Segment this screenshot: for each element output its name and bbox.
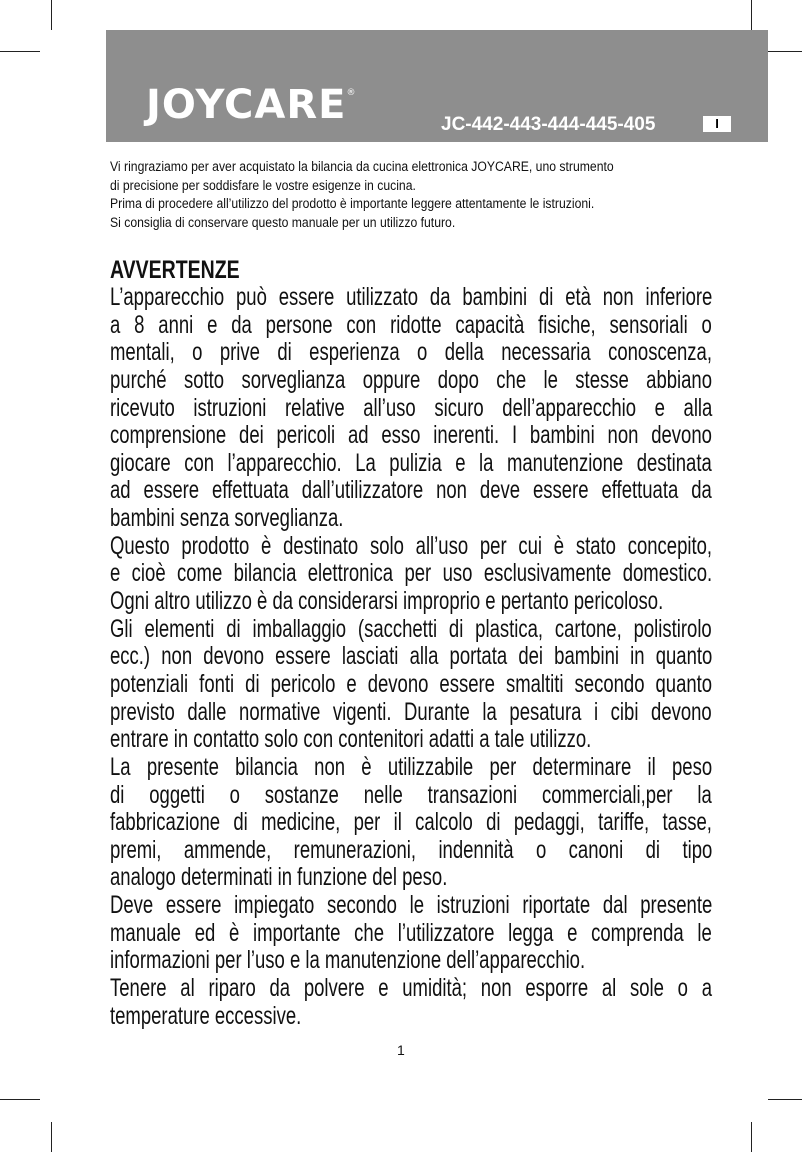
line-text: e cioè come bilancia elettronica per uso esclusivamente domestico.: [110, 559, 713, 588]
line-text: temperature eccessive.: [110, 1001, 302, 1030]
crop-mark: [751, 0, 752, 30]
paragraph-line: [110, 837, 712, 865]
line-text: La presente bilancia non è utilizzabile per determinare il peso: [110, 752, 713, 781]
line-text: bambini senza sorveglianza.: [110, 504, 344, 533]
line-text: ad essere effettuata dall’utilizzatore non deve essere effettuata da: [110, 476, 712, 505]
paragraph-line: [110, 864, 712, 892]
line-text: previsto dalle normative vigenti. Durante la pesatura i cibi devono: [110, 697, 712, 726]
paragraph-line: [110, 920, 712, 948]
paragraph-line: [110, 450, 712, 478]
intro-line: di precisione per soddisfare le vostre esigenze in cucina.: [110, 177, 416, 194]
paragraph-line: [110, 422, 712, 450]
header-banner: [106, 30, 768, 142]
line-text: Tenere al riparo da polvere e umidità; non esporre al sole o a: [110, 974, 713, 1003]
line-text: entrare in contatto solo con contenitori adatti a tale utilizzo.: [110, 725, 592, 754]
crop-mark: [768, 51, 802, 52]
crop-mark: [768, 1099, 802, 1100]
line-text: analogo determinati in funzione del peso.: [110, 863, 448, 892]
line-text: ecc.) non devono essere lasciati alla portata dei bambini in quanto: [110, 642, 713, 671]
intro-line: Si consiglia di conservare questo manuale per un utilizzo futuro.: [110, 214, 456, 231]
paragraph-line: [110, 1003, 712, 1031]
line-text: Gli elementi di imballaggio (sacchetti di plastica, cartone, polistirolo: [110, 614, 712, 643]
paragraph-line: [110, 284, 712, 312]
paragraph-line: [110, 395, 712, 423]
line-text: informazioni per l’uso e la manutenzione dell’apparecchio.: [110, 946, 586, 975]
intro-line: Vi ringraziamo per aver acquistato la bilancia da cucina elettronica JOYCARE, uno strumento: [110, 159, 614, 175]
paragraph-line: [110, 339, 712, 367]
crop-mark: [751, 1122, 752, 1152]
paragraph-line: [110, 754, 712, 782]
brand-logo: JOYCARE®: [146, 82, 357, 128]
crop-mark: [0, 1099, 40, 1100]
paragraph-line: [110, 367, 712, 395]
section-title: AVVERTENZE: [110, 256, 240, 284]
crop-mark: [51, 1122, 52, 1152]
paragraph-line: [110, 809, 712, 837]
paragraph-line: [110, 671, 712, 699]
line-text: premi, ammende, remunerazioni, indennità o canoni di tipo: [110, 835, 713, 864]
paragraph-line: [110, 643, 712, 671]
line-text: ricevuto istruzioni relative all’uso sicuro dell’apparecchio e alla: [110, 393, 713, 422]
line-text: Ogni altro utilizzo è da considerarsi improprio e pertanto pericoloso.: [110, 587, 664, 616]
paragraph-line: [110, 588, 712, 616]
paragraph-line: [110, 947, 712, 975]
crop-mark: [0, 51, 40, 52]
line-text: giocare con l’apparecchio. La pulizia e la manutenzione destinata: [110, 448, 712, 477]
paragraph-line: [110, 312, 712, 340]
line-text: Questo prodotto è destinato solo all’uso per cui è stato concepito,: [110, 531, 713, 560]
line-text: purché sotto sorveglianza oppure dopo che le stesse abbiano: [110, 365, 713, 394]
line-text: fabbricazione di medicine, per il calcolo di pedaggi, tariffe, tasse,: [110, 808, 712, 837]
language-badge: I: [703, 116, 731, 132]
intro-line: Prima di procedere all’utilizzo del prodotto è importante leggere attentamente le istruzioni.: [110, 196, 595, 212]
paragraph-line: [110, 505, 712, 533]
paragraph-line: [110, 560, 712, 588]
line-text: mentali, o prive di esperienza o della necessaria conoscenza,: [110, 338, 712, 367]
paragraph-line: [110, 699, 712, 727]
line-text: manuale ed è importante che l’utilizzatore legga e comprenda le: [110, 918, 712, 947]
line-text: a 8 anni e da persone con ridotte capacità fisiche, sensoriali o: [110, 310, 712, 339]
model-number: JC-442-443-444-445-405: [441, 114, 656, 135]
paragraph-line: [110, 616, 712, 644]
page-number: 1: [397, 1042, 405, 1058]
paragraph-line: [110, 726, 712, 754]
paragraph-line: [110, 975, 712, 1003]
paragraph-line: [110, 477, 712, 505]
paragraph-line: [110, 533, 712, 561]
line-text: potenziali fonti di pericolo e devono essere smaltiti secondo quanto: [110, 669, 713, 698]
line-text: di oggetti o sostanze nelle transazioni commerciali,per la: [110, 780, 712, 809]
crop-mark: [51, 0, 52, 30]
line-text: comprensione dei pericoli ad esso inerenti. I bambini non devono: [110, 421, 712, 450]
line-text: Deve essere impiegato secondo le istruzioni riportate dal presente: [110, 891, 713, 920]
paragraph-line: [110, 892, 712, 920]
warnings-body: [110, 284, 712, 1030]
line-text: L’apparecchio può essere utilizzato da bambini di età non inferiore: [110, 283, 713, 311]
paragraph-line: [110, 782, 712, 810]
intro-text: [110, 158, 720, 232]
